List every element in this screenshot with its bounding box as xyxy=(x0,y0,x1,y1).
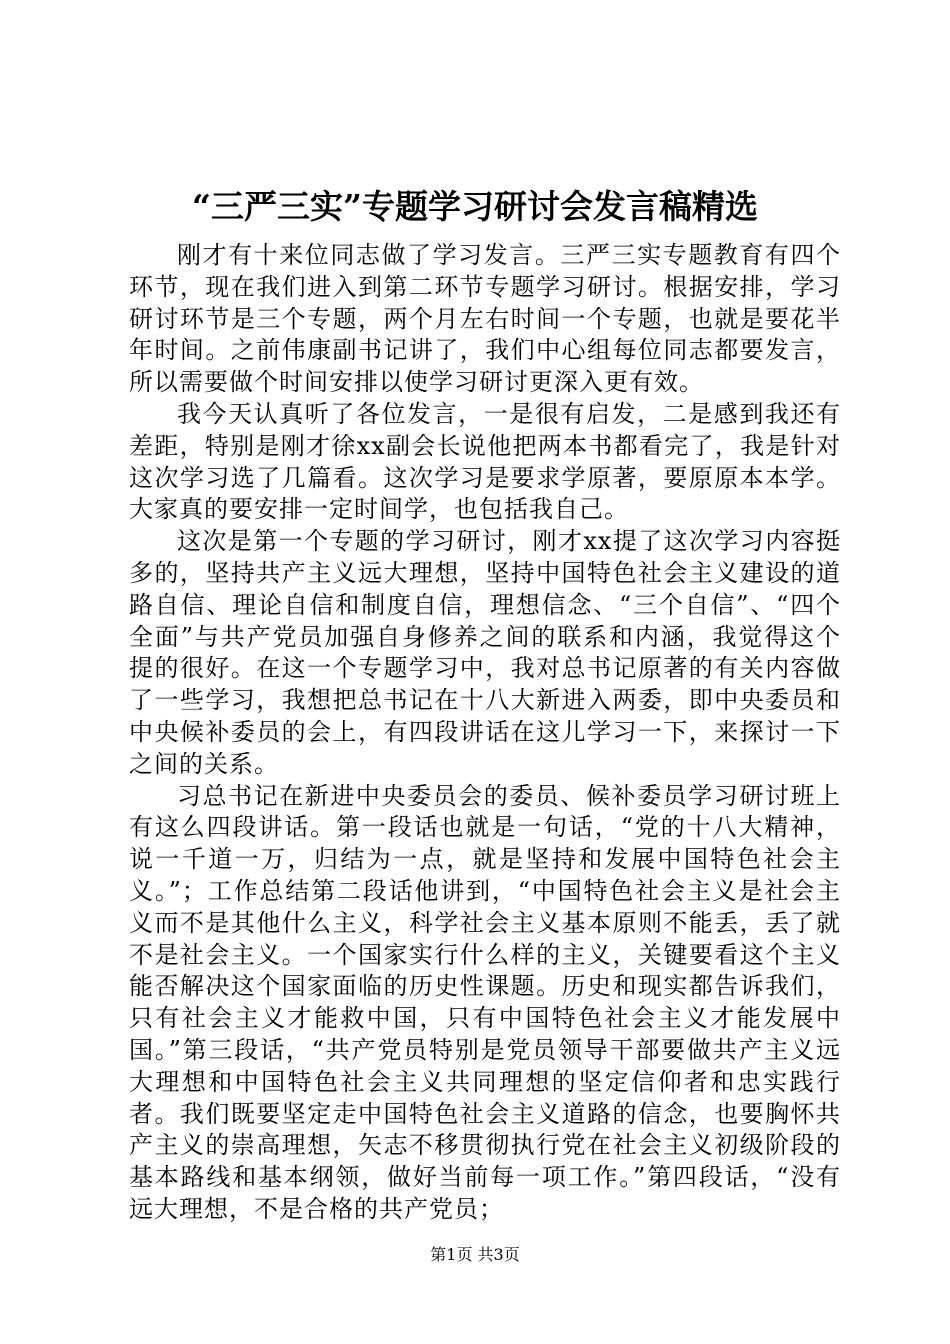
document-body xyxy=(129,240,841,1226)
page-footer: 第1页 共3页 xyxy=(430,1245,520,1264)
document-title: “三严三实”专题学习研讨会发言稿精选 xyxy=(192,187,758,226)
paragraph-4: 习总书记在新进中央委员会的委员、候补委员学习研讨班上有这么四段讲话。第一段话也就是一句话，“党的十八大精神，说一千道一万，归结为一点，就是坚持和发展中国特色社会主义。”；工作总结第二段话他讲到，“中国特色社会主义是社会主义而不是其他什么主义，科学社会主义基本原则不能丢，丢了就不是社会主义。一个国家实行什么样的主义，关键要看这个主义能否解决这个国家面临的历史性课题。历史和现实都告诉我们，只有社会主义才能救中国，只有中国特色社会主义才能发展中国。”第三段话，“共产党员特别是党员领导干部要做共产主义远大理想和中国特色社会主义共同理想的坚定信仰者和忠实践行者。我们既要坚定走中国特色社会主义道路的信念，也要胸怀共产主义的崇高理想，矢志不移贯彻执行党在社会主义初级阶段的基本路线和基本纲领，做好当前每一项工作。”第四段话，“没有远大理想，不是合格的共产党员； xyxy=(129,781,841,1223)
paragraph-1: 刚才有十来位同志做了学习发言。三严三实专题教育有四个环节，现在我们进入到第二环节专题学习研讨。根据安排，学习研讨环节是三个专题，两个月左右时间一个专题，也就是要花半年时间。之前伟康副书记讲了，我们中心组每位同志都要发言，所以需要做个时间安排以使学习研讨更深入更有效。 xyxy=(129,241,841,397)
paragraph-3: 这次是第一个专题的学习研讨，刚才xx提了这次学习内容挺多的，坚持共产主义远大理想，坚持中国特色社会主义建设的道路自信、理论自信和制度自信，理想信念、“三个自信”、“四个全面”与共产党员加强自身修养之间的联系和内涵，我觉得这个提的很好。在这一个专题学习中，我对总书记原著的有关内容做了一些学习，我想把总书记在十八大新进入两委，即中央委员和中央候补委员的会上，有四段讲话在这儿学习一下，来探讨一下之间的关系。 xyxy=(129,527,841,778)
paragraph-2: 我今天认真听了各位发言，一是很有启发，二是感到我还有差距，特别是刚才徐xx副会长说他把两本书都看完了，我是针对这次学习选了几篇看。这次学习是要求学原著，要原原本本学。大家真的要安排一定时间学，也包括我自己。 xyxy=(129,399,841,524)
